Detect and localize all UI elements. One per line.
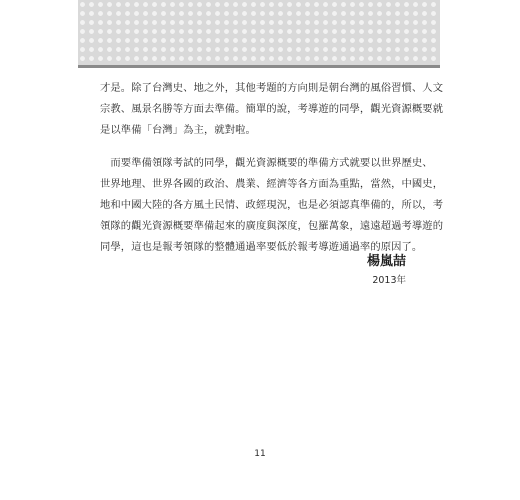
page-number: 11 bbox=[254, 449, 266, 459]
text-line: 同學，這也是報考領隊的整體通過率要低於報考導遊通過率的原因了。 bbox=[100, 241, 423, 253]
paragraph-1 bbox=[100, 78, 444, 141]
text-line: 是以準備「台灣」為主，就對啦。 bbox=[100, 124, 256, 136]
text-line: 才是。除了台灣史、地之外，其他考題的方向則是朝台灣的風俗習慣、人文 bbox=[100, 82, 444, 94]
body-text bbox=[100, 78, 444, 258]
text-line: 宗教、風景名勝等方面去準備。簡單的說，考導遊的同學，觀光資源概要就 bbox=[100, 103, 444, 115]
signature-block bbox=[367, 253, 406, 289]
text-line: 領隊的觀光資源概要準備起來的廣度與深度，包羅萬象，遠遠超過考導遊的 bbox=[100, 220, 444, 232]
header-decoration bbox=[78, 0, 440, 68]
text-line: 地和中國大陸的各方風土民情、政經現況，也是必須認真準備的，所以，考 bbox=[100, 199, 444, 211]
author-name: 楊嵐喆 bbox=[366, 254, 406, 269]
text-line: 世界地理、世界各國的政治、農業、經濟等各方面為重點，當然，中國史， bbox=[100, 178, 444, 190]
text-line: 而要準備領隊考試的同學，觀光資源概要的準備方式就要以世界歷史、 bbox=[100, 157, 433, 169]
signature-year: 2013年 bbox=[372, 275, 406, 286]
paragraph-2 bbox=[100, 153, 444, 258]
